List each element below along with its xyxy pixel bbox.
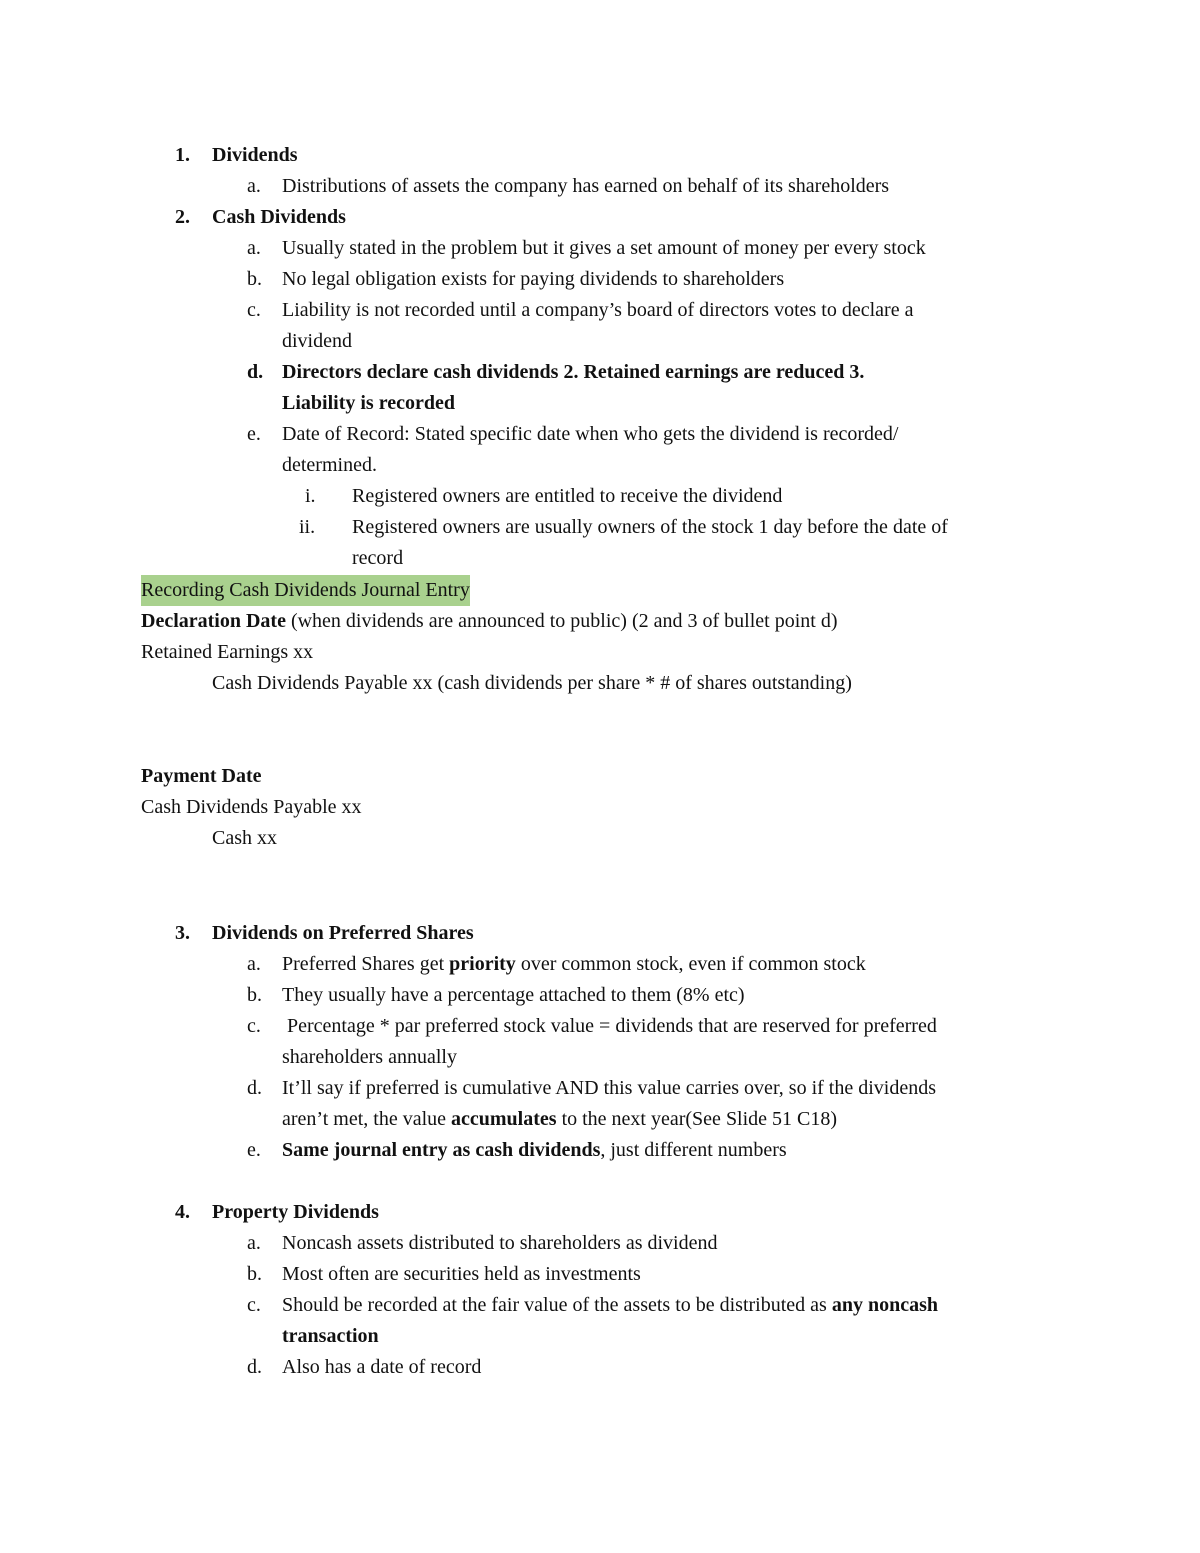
list-item: Directors declare cash dividends 2. Retained earnings are reduced 3.: [282, 361, 865, 383]
list-marker: b.: [247, 268, 262, 290]
list-marker: a.: [247, 237, 261, 259]
section-heading: Cash Dividends: [212, 206, 346, 228]
section-heading: Dividends: [212, 144, 298, 166]
list-item-continued: record: [352, 547, 404, 569]
list-item: Also has a date of record: [282, 1356, 482, 1378]
journal-debit-line: Retained Earnings xx: [141, 641, 314, 663]
text-run: Should be recorded at the fair value of the assets to be distributed as: [282, 1294, 832, 1316]
list-marker: a.: [247, 1232, 261, 1254]
list-item: [282, 1135, 787, 1166]
list-number: 3.: [175, 922, 190, 944]
list-item: Date of Record: Stated specific date when who gets the dividend is recorded/: [282, 423, 899, 445]
text-run: to the next year(See Slide 51 C18): [556, 1108, 838, 1130]
payment-date-label: Payment Date: [141, 765, 262, 787]
declaration-line: [141, 606, 837, 637]
list-item: It’ll say if preferred is cumulative AND this value carries over, so if the dividends: [282, 1077, 937, 1099]
list-item: Liability is not recorded until a company’s board of directors votes to declare a: [282, 299, 914, 321]
list-marker: ii.: [299, 516, 316, 538]
list-item-continued: determined.: [282, 454, 377, 476]
bold-term: priority: [449, 953, 516, 975]
list-item-continued: Liability is recorded: [282, 392, 455, 414]
list-marker: d.: [247, 1356, 262, 1378]
highlighted-heading: Recording Cash Dividends Journal Entry: [141, 575, 470, 606]
text-run: over common stock, even if common stock: [515, 953, 866, 975]
list-item: Distributions of assets the company has earned on behalf of its shareholders: [282, 175, 890, 197]
section-heading: Dividends on Preferred Shares: [212, 922, 474, 944]
list-item: [282, 1290, 938, 1321]
list-marker: b.: [247, 984, 262, 1006]
bold-term: Same journal entry as cash dividends: [282, 1139, 601, 1161]
list-marker: c.: [247, 1015, 261, 1037]
list-marker: d.: [247, 1077, 262, 1099]
list-item: Percentage * par preferred stock value = dividends that are reserved for preferred: [282, 1015, 937, 1037]
list-item: Registered owners are usually owners of the stock 1 day before the date of: [352, 516, 948, 538]
list-marker: e.: [247, 423, 261, 445]
list-number: 2.: [175, 206, 190, 228]
declaration-label: Declaration Date: [141, 610, 286, 632]
text-run: , just different numbers: [600, 1139, 787, 1161]
journal-credit-line: Cash xx: [212, 827, 277, 849]
bold-term: accumulates: [451, 1108, 557, 1130]
list-marker: a.: [247, 175, 261, 197]
text-run: Preferred Shares get: [282, 953, 450, 975]
list-marker: i.: [305, 485, 316, 507]
list-item-continued: dividend: [282, 330, 352, 352]
text-run: aren’t met, the value: [282, 1108, 452, 1130]
list-item: They usually have a percentage attached to them (8% etc): [282, 984, 745, 1006]
list-item-continued: [282, 1104, 837, 1135]
list-item: Most often are securities held as investments: [282, 1263, 641, 1285]
list-item-continued: transaction: [282, 1325, 379, 1347]
list-item: [282, 949, 866, 980]
section-heading: Property Dividends: [212, 1201, 379, 1223]
list-item: Noncash assets distributed to shareholders as dividend: [282, 1232, 718, 1254]
bold-term: any noncash: [831, 1294, 938, 1316]
list-marker: d.: [247, 361, 264, 383]
list-number: 1.: [175, 144, 190, 166]
list-marker: a.: [247, 953, 261, 975]
journal-debit-line: Cash Dividends Payable xx: [141, 796, 362, 818]
journal-credit-line: Cash Dividends Payable xx (cash dividends per share * # of shares outstanding): [212, 672, 852, 694]
list-item: Registered owners are entitled to receive the dividend: [352, 485, 783, 507]
declaration-note: (when dividends are announced to public) (2 and 3 of bullet point d): [285, 610, 838, 632]
list-marker: c.: [247, 1294, 261, 1316]
list-marker: c.: [247, 299, 261, 321]
list-marker: e.: [247, 1139, 261, 1161]
list-item-continued: shareholders annually: [282, 1046, 457, 1068]
list-marker: b.: [247, 1263, 262, 1285]
list-item: Usually stated in the problem but it gives a set amount of money per every stock: [282, 237, 926, 259]
list-number: 4.: [175, 1201, 190, 1223]
list-item: No legal obligation exists for paying dividends to shareholders: [282, 268, 785, 290]
